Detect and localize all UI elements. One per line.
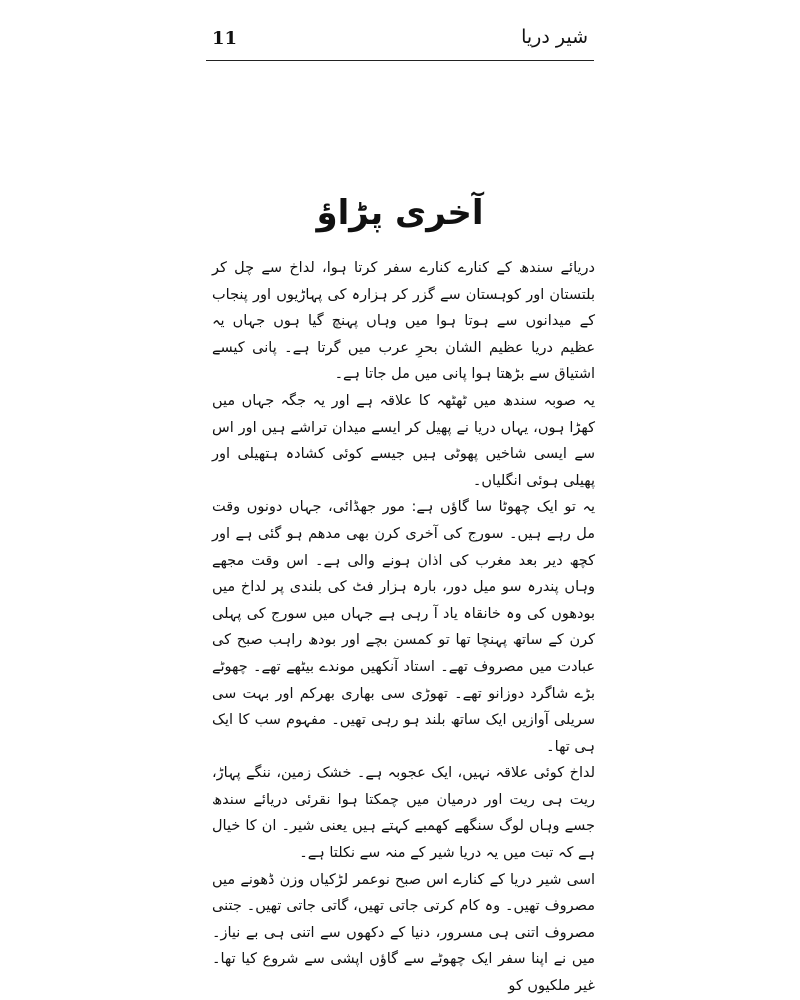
chapter-title: آخری پڑاؤ	[316, 192, 484, 233]
page-number: 11	[212, 28, 238, 49]
paragraph: لداخ کوئی علاقہ نہیں، ایک عجوبہ ہے۔ خشک زمین، ننگے پہاڑ، ریت ہی ریت اور درمیان میں چمکتا ہوا نقرئی دریائے سندھ جسے وہاں لوگ سنگھے کھمبے کہتے ہیں یعنی شیر۔ ان کا خیال ہے کہ تبت میں یہ دریا شیر کے منہ سے نکلتا ہے۔	[212, 765, 595, 862]
running-header-title: شیر دریا	[521, 26, 588, 48]
paragraph: دریائے سندھ کے کنارے کنارے سفر کرتا ہوا، لداخ سے چل کر بلتستان اور کوہستان سے گزر کر ہزارہ کی پہاڑیوں اور پنجاب کے میدانوں سے ہوتا ہوا میں وہاں پہنچ گیا ہوں جہاں یہ عظیم دریا عظیم الشان بحرِ عرب میں گرتا ہے۔ پانی کیسے اشتیاق سے بڑھتا ہوا پانی میں مل جاتا ہے۔	[212, 260, 595, 383]
paragraph: یہ تو ایک چھوٹا سا گاؤں ہے: مور جھڈائی، جہاں دونوں وقت مل رہے ہیں۔ سورج کی آخری کرن بھی مدھم ہو گئی ہے اور کچھ دیر بعد مغرب کی اذان ہونے والی ہے۔ اس وقت مجھے وہاں پندرہ سو میل دور، بارہ ہزار فٹ کی بلندی پر لداخ میں بودھوں کی وہ خانقاہ یاد آ رہی ہے جہاں میں سورج کی پہلی کرن کے ساتھ پہنچا تھا تو کمسن بچے اور بودھ راہب صبح کی عبادت میں مصروف تھے۔ استاد آنکھیں موندے بیٹھے تھے۔ چھوٹے بڑے شاگرد دوزانو تھے۔ تھوڑی سی بھاری بھرکم اور بہت سی سریلی آوازیں ایک ساتھ بلند ہو رہی تھیں۔ مفہوم سب کا ایک ہی تھا۔	[212, 499, 595, 755]
body-text	[212, 255, 595, 1000]
header-divider	[206, 60, 594, 61]
paragraph: اسی شیر دریا کے کنارے اس صبح نوعمر لڑکیاں وزن ڈھونے میں مصروف تھیں۔ وہ کام کرتی جاتی تھیں، گاتی جاتی تھیں۔ جتنی مصروف اتنی ہی مسرور، دنیا کے دکھوں سے اتنی ہی بے نیاز۔ میں نے اپنا سفر ایک چھوٹے سے گاؤں اپشی سے شروع کیا تھا۔ غیر ملکیوں کو	[212, 871, 595, 995]
paragraph: یہ صوبہ سندھ میں ٹھٹھہ کا علاقہ ہے اور یہ جگہ جہاں میں کھڑا ہوں، یہاں دریا نے پھیل کر ایسے میدان تراشے ہیں اور اس سے ایسی شاخیں پھوٹی ہیں جیسے کوئی کشادہ ہتھیلی اور پھیلی ہوئی انگلیاں۔	[212, 392, 595, 489]
